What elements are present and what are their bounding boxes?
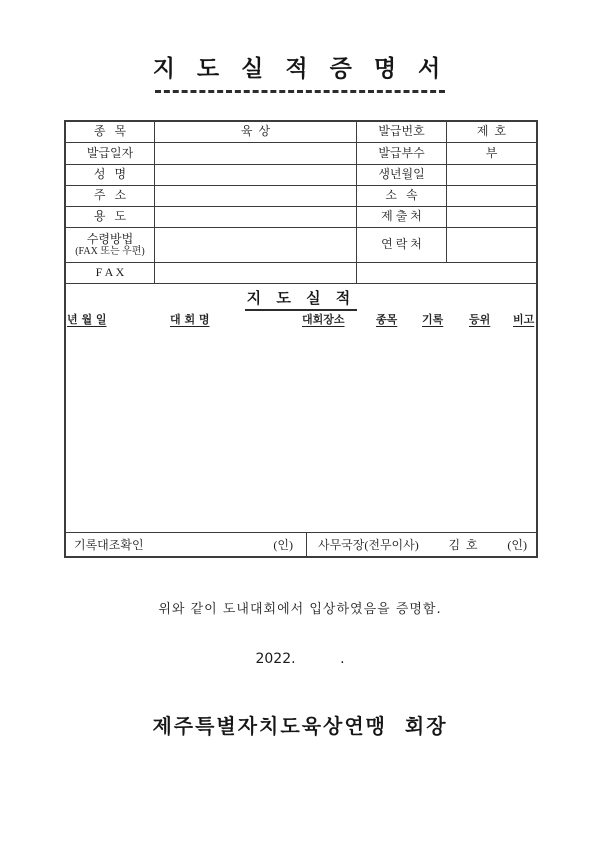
value-fax-right (357, 263, 536, 284)
value-affiliation (447, 186, 536, 207)
value-issue-date (155, 143, 357, 165)
title-block (0, 50, 600, 93)
secretary-seal: (인) (507, 538, 527, 552)
value-copies: 부 (447, 143, 536, 165)
label-copies: 발급부수 (357, 143, 447, 165)
receive-method-sub: (FAX 또는 우편) (75, 246, 145, 258)
label-issue-number: 발급번호 (357, 122, 447, 143)
secretary-name: 김 호 (448, 538, 478, 552)
record-header-date: 년 월 일 (67, 313, 107, 326)
label-fax: F A X (66, 263, 155, 284)
record-header-venue: 대회장소 (302, 313, 345, 326)
value-contact (447, 228, 536, 263)
value-purpose (155, 207, 357, 228)
record-section (66, 284, 536, 533)
secretary-title: 사무국장(전무이사) (318, 538, 419, 552)
value-name (155, 165, 357, 186)
issuer-title: 제주특별자치도육상연맹 회장 (152, 714, 448, 738)
value-birth-date (447, 165, 536, 186)
value-address (155, 186, 357, 207)
record-section-title: 지 도 실 적 (245, 287, 358, 311)
certificate-date: 2022. . (255, 651, 345, 667)
record-check-label: 기록대조확인 (74, 538, 144, 552)
page-title: 지 도 실 적 증 명 서 (152, 56, 448, 82)
record-header-remarks: 비고 (513, 313, 535, 326)
certificate-table (64, 120, 538, 558)
label-name: 성 명 (66, 165, 155, 186)
certificate-note: 위와 같이 도내대회에서 입상하였음을 증명함. (158, 602, 442, 617)
label-birth-date: 생년월일 (357, 165, 447, 186)
signature-left-cell (66, 533, 307, 556)
info-table (66, 122, 536, 284)
value-fax (155, 263, 357, 284)
label-event: 종 목 (66, 122, 155, 143)
label-affiliation: 소 속 (357, 186, 447, 207)
value-submit-to (447, 207, 536, 228)
label-issue-date: 발급일자 (66, 143, 155, 165)
label-contact: 연 락 처 (357, 228, 447, 263)
receive-method-main: 수령방법 (86, 231, 134, 246)
label-receive-method (66, 228, 155, 263)
label-address: 주 소 (66, 186, 155, 207)
title-underline (155, 90, 445, 93)
record-header-event: 종목 (376, 313, 398, 326)
signature-row (66, 533, 536, 556)
label-purpose: 용 도 (66, 207, 155, 228)
record-header-rank: 등위 (469, 313, 491, 326)
record-header-record: 기록 (422, 313, 444, 326)
label-submit-to: 제 출 처 (357, 207, 447, 228)
record-check-seal: (인) (273, 538, 293, 552)
record-header-competition: 대 회 명 (170, 313, 210, 326)
value-receive-method (155, 228, 357, 263)
record-column-headers (66, 311, 536, 327)
signature-right-cell (307, 533, 536, 556)
value-event: 육 상 (155, 122, 357, 143)
value-issue-number: 제 호 (447, 122, 536, 143)
